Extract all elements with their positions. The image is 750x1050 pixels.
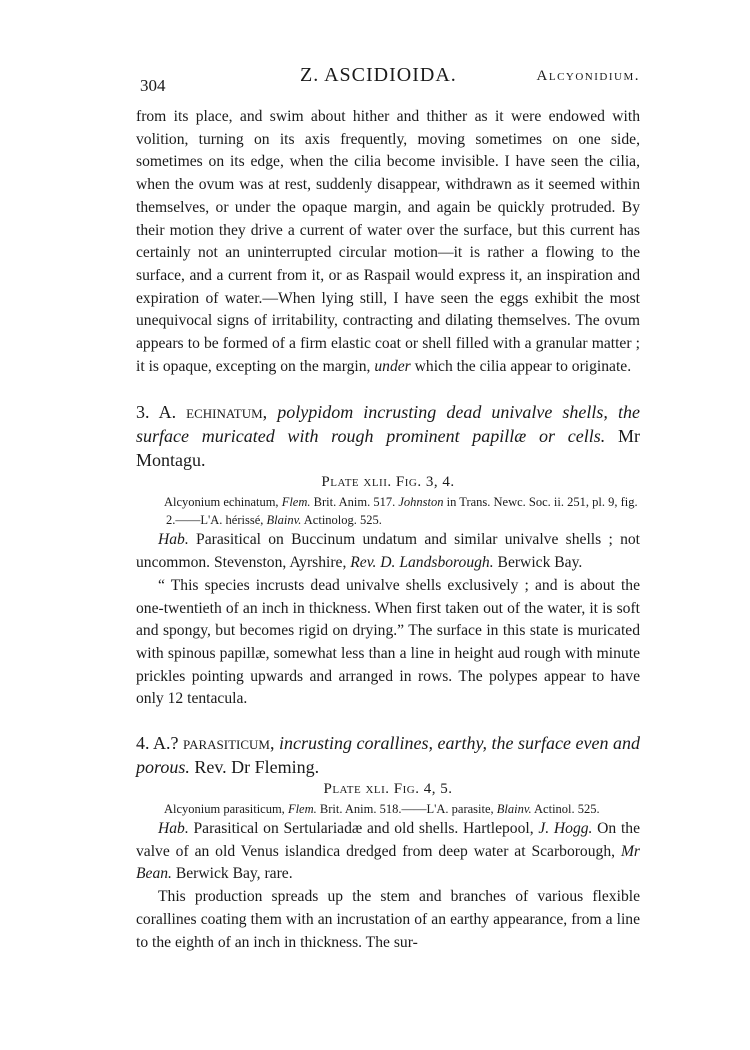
species-3-synonymy	[136, 493, 640, 529]
syn-author: Flem.	[287, 802, 317, 817]
species-3-number: 3. A.	[136, 402, 187, 423]
habitat-label: Hab.	[158, 531, 189, 549]
syn-author: Flem.	[281, 495, 311, 510]
habitat-text: Parasitical on Sertulariadæ and old shells. Hartlepool,	[188, 820, 539, 838]
species-4-synonymy	[136, 800, 640, 818]
habitat-text: Parasitical on Buccinum undatum and similar univalve shells ; not uncommon. Stevenston, Ayrshire,	[136, 531, 640, 572]
species-4-habitat	[136, 818, 640, 886]
page-body	[136, 106, 640, 954]
habitat-text: On the valve of an old Venus islandica dredged from deep water at Scarborough,	[136, 820, 640, 860]
intro-text-b: under	[374, 357, 411, 375]
species-4-plate: Plate xli. Fig. 4, 5.	[323, 781, 453, 798]
species-3-description: “ This species incrusts dead univalve shells exclusively ; and is about the one-twentieth of an inch in thickness. When first taken out of the water, it is soft and spongy, but becomes rigid on drying.” The surface in this state is muricated with spinous papillæ, somewhat less than a line in height aud rough with minute prickles pointing upwards and arranged in rows. The polypes appear to have only 12 tentacula.	[136, 576, 640, 708]
habitat-collector: Mr Bean.	[136, 842, 640, 883]
habitat-text: Berwick Bay.	[493, 554, 583, 572]
species-3-diagnosis: polypidom incrusting dead univalve shells, the surface muricated with rough prominent papillæ or cells.	[136, 402, 640, 447]
syn-text: Brit. Anim. 518.——L'A. parasite,	[316, 802, 497, 817]
syn-author: Blainv.	[266, 513, 302, 528]
species-4-description: This production spreads up the stem and branches of various flexible corallines coating them with an incrustation of an earthy appearance, from a line to the eighth of an inch in thickness. The sur-	[136, 888, 640, 951]
syn-text: Brit. Anim. 517.	[310, 495, 399, 510]
species-4-number: 4. A.?	[136, 733, 184, 754]
species-3-authority: Mr Montagu.	[136, 426, 640, 471]
species-3-name: echinatum,	[186, 402, 268, 423]
species-4-name: parasiticum,	[183, 733, 275, 754]
species-3-habitat	[136, 529, 640, 574]
syn-author: Johnston	[398, 495, 444, 510]
page-header	[140, 62, 640, 95]
syn-author: Blainv.	[496, 802, 532, 817]
page-number: 304	[140, 76, 166, 95]
species-4-authority: Rev. Dr Fleming.	[189, 757, 320, 778]
species-4-heading	[136, 731, 640, 779]
species-3-plate: Plate xlii. Fig. 3, 4.	[321, 474, 455, 491]
species-3-heading	[136, 400, 640, 472]
genus-header: Alcyonidium.	[536, 68, 640, 84]
habitat-text: Berwick Bay, rare.	[171, 865, 293, 883]
syn-text: Alcyonium echinatum,	[164, 495, 282, 510]
syn-text: Actinol. 525.	[531, 802, 600, 817]
intro-text-a: from its place, and swim about hither and thither as it were endowed with volition, turning on its axis frequently, moving sometimes on one side, sometimes on its edge, when the cilia become invisible. I have seen the cilia, when the ovum was at rest, suddenly disappear, withdrawn as it seemed within themselves, or under the opaque margin, and again be quickly protruded. By their motion they drive a current of water over the surface, but this current has certainly not an uninterrupted circular motion—it is rather a flowing to the surface, and a current from it, or as Raspail would express it, an inspiration and expiration of water.—When lying still, I have seen the eggs exhibit the most unequivocal signs of irritability, contracting and dilating themselves. The ovum appears to be formed of a firm elastic coat or shell filled with a granular matter ; it is opaque, excepting on the margin,	[136, 108, 640, 375]
syn-text: Alcyonium parasiticum,	[164, 802, 288, 817]
syn-text: Actinolog. 525.	[301, 513, 382, 528]
habitat-label: Hab.	[158, 820, 189, 838]
syn-text: in Trans. Newc. Soc. ii. 251, pl. 9, fig. 2.——L'A. hérissé,	[166, 495, 638, 528]
running-title: Z. ASCIDIOIDA.	[300, 64, 457, 86]
habitat-collector: J. Hogg.	[538, 820, 593, 838]
species-4-diagnosis: incrusting corallines, earthy, the surface even and porous.	[136, 733, 640, 778]
intro-text-c: which the cilia appear to originate.	[410, 357, 632, 375]
habitat-collector: Rev. D. Landsborough.	[350, 554, 494, 572]
intro-paragraph	[136, 106, 640, 378]
